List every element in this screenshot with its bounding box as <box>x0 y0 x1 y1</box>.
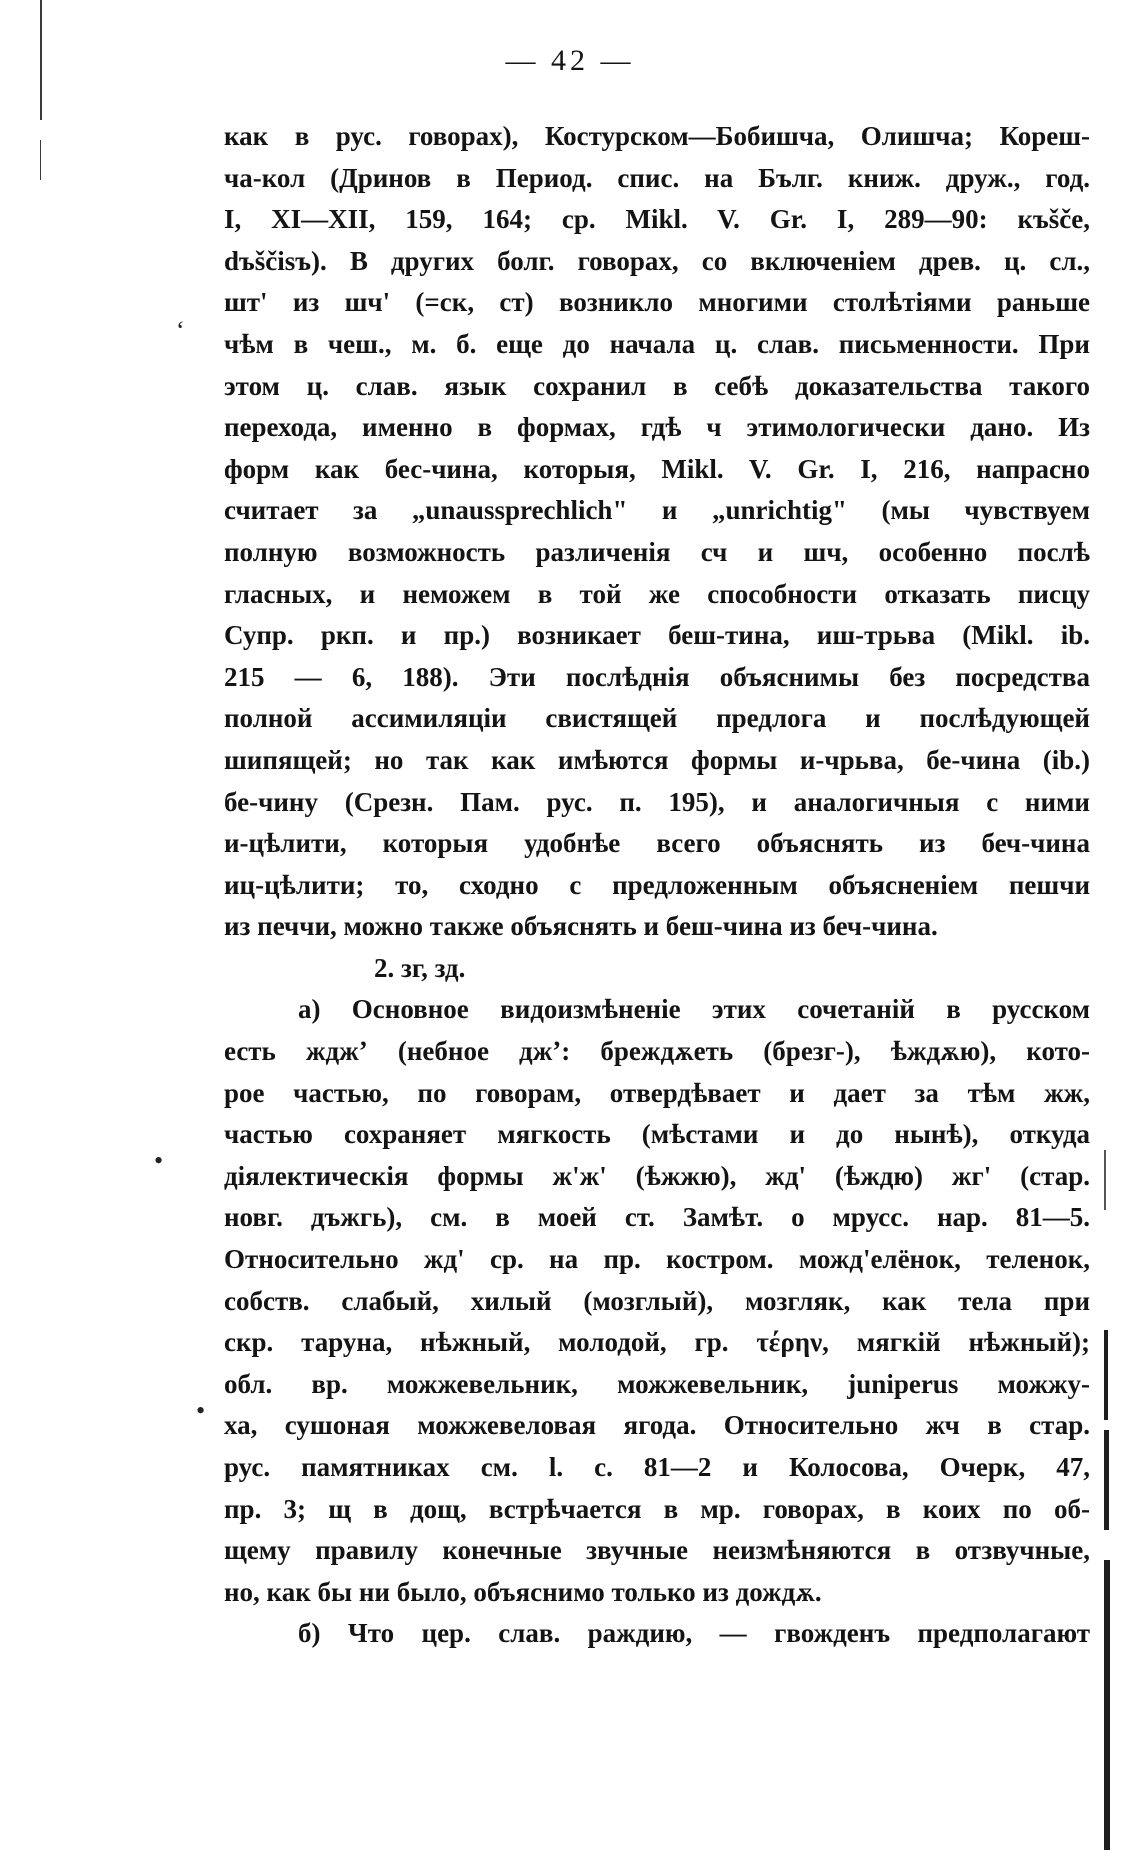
text-line: считает за „unaussprechlich" и „unrichtig" (мы чувствуем <box>224 495 1090 526</box>
body-text <box>224 116 1090 1655</box>
text-line: 215 — 6, 188). Эти послѣднія объяснимы без посредства <box>224 661 1090 692</box>
margin-mark: • <box>154 1146 164 1175</box>
text-line: скр. таруна, нѣжный, молодой, гр. τέρην, мягкій нѣжный); <box>224 1327 1090 1358</box>
page-number: — 42 — <box>505 44 635 77</box>
text-line: Супр. ркп. и пр.) возникает беш-тина, иш-трьва (Mikl. ib. <box>224 620 1090 651</box>
text-line: из печчи, можно также объяснять и беш-чина из беч-чина. <box>224 911 938 942</box>
text-line: и-цѣлити, которыя удобнѣе всего объяснять из беч-чина <box>224 828 1090 859</box>
text-line: есть жджʼ (небное джʼ: бреждѫеть (брезг-), ѣждѫю), кото- <box>224 1036 1090 1067</box>
text-line: ча-кол (Дринов в Период. спис. на Бълг. книж. друж., год. <box>224 162 1090 193</box>
text-line: чѣм в чеш., м. б. еще до начала ц. слав. письменности. При <box>224 328 1090 359</box>
text-line: пр. 3; щ в дощ, встрѣчается в мр. говорах, в коих по об- <box>224 1493 1090 1524</box>
text-line: а) Основное видоизмѣненіе этих сочетаній в русском <box>298 994 1090 1025</box>
text-line-1-content: как в рус. говорах), Костурском—Бобишча, Олишча; Кореш- <box>224 121 1090 151</box>
text-line: Относительно жд' ср. на пр. костром. можд'елёнок, теленок, <box>224 1244 1090 1275</box>
text-line: иц-цѣлити; то, сходно с предложенным объясненіем пешчи <box>224 869 1090 900</box>
text-line: обл. вр. можжевельник, можжевельник, juniperus можжу- <box>224 1368 1090 1399</box>
text-line: рое частью, по говорам, отвердѣвает и дает за тѣм жж, <box>224 1077 1090 1108</box>
scan-edge-line <box>40 140 41 180</box>
binding-shadow <box>1104 1560 1110 1850</box>
binding-shadow <box>1104 1330 1108 1420</box>
text-line: но, как бы ни было, объяснимо только из дождѫ. <box>224 1576 822 1607</box>
text-line: щему правилу конечные звучные неизмѣняются в отзвучные, <box>224 1535 1090 1566</box>
text-line: полную возможность различенія сч и шч, особенно послѣ <box>224 536 1090 567</box>
section-heading: 2. зг, зд. <box>374 952 466 983</box>
text-line: собств. слабый, хилый (мозглый), мозгляк, как тела при <box>224 1285 1090 1316</box>
text-line: этом ц. слав. язык сохранил в себѣ доказательства такого <box>224 370 1090 401</box>
margin-mark: • <box>196 1396 206 1425</box>
text-line: шт' из шч' (=ск, ст) возникло многими столѣтіями раньше <box>224 287 1090 318</box>
text-line: полной ассимиляціи свистящей предлога и послѣдующей <box>224 703 1090 734</box>
text-line: перехода, именно в формах, гдѣ ч этимологически дано. Из <box>224 412 1090 443</box>
text-line-1 <box>224 116 1090 158</box>
text-line: dъščisъ). В других болг. говорах, со включеніем древ. ц. сл., <box>224 245 1090 276</box>
text-line: новг. дъжгь), см. в моей ст. Замѣт. о мрусс. нар. 81—5. <box>224 1202 1090 1233</box>
margin-mark: ʻ <box>176 316 185 345</box>
text-line: діялектическія формы ж'ж' (ѣжжю), жд' (ѣждю) жг' (стар. <box>224 1160 1090 1191</box>
text-line: форм как бес-чина, которыя, Mikl. V. Gr. I, 216, напрасно <box>224 453 1090 484</box>
text-line: ха, сушоная можжевеловая ягода. Относительно жч в стар. <box>224 1410 1090 1441</box>
text-line: частью сохраняет мягкость (мѣстами и до нынѣ), откуда <box>224 1119 1090 1150</box>
text-line: гласных, и неможем в той же способности отказать писцу <box>224 578 1090 609</box>
binding-shadow <box>1104 1430 1109 1530</box>
text-line: рус. памятниках см. l. с. 81—2 и Колосова, Очерк, 47, <box>224 1452 1090 1482</box>
text-line: б) Что цер. слав. раждию, — гвожденъ предполагают <box>298 1618 1090 1649</box>
binding-shadow <box>1104 1150 1106 1210</box>
text-line: шипящей; но так как имѣются формы и-чрьва, бе-чина (ib.) <box>224 744 1090 775</box>
text-line: бе-чину (Срезн. Пам. рус. п. 195), и аналогичныя с ними <box>224 786 1090 817</box>
text-line: I, XI—XII, 159, 164; ср. Mikl. V. Gr. I, 289—90: къšče, <box>224 204 1090 235</box>
